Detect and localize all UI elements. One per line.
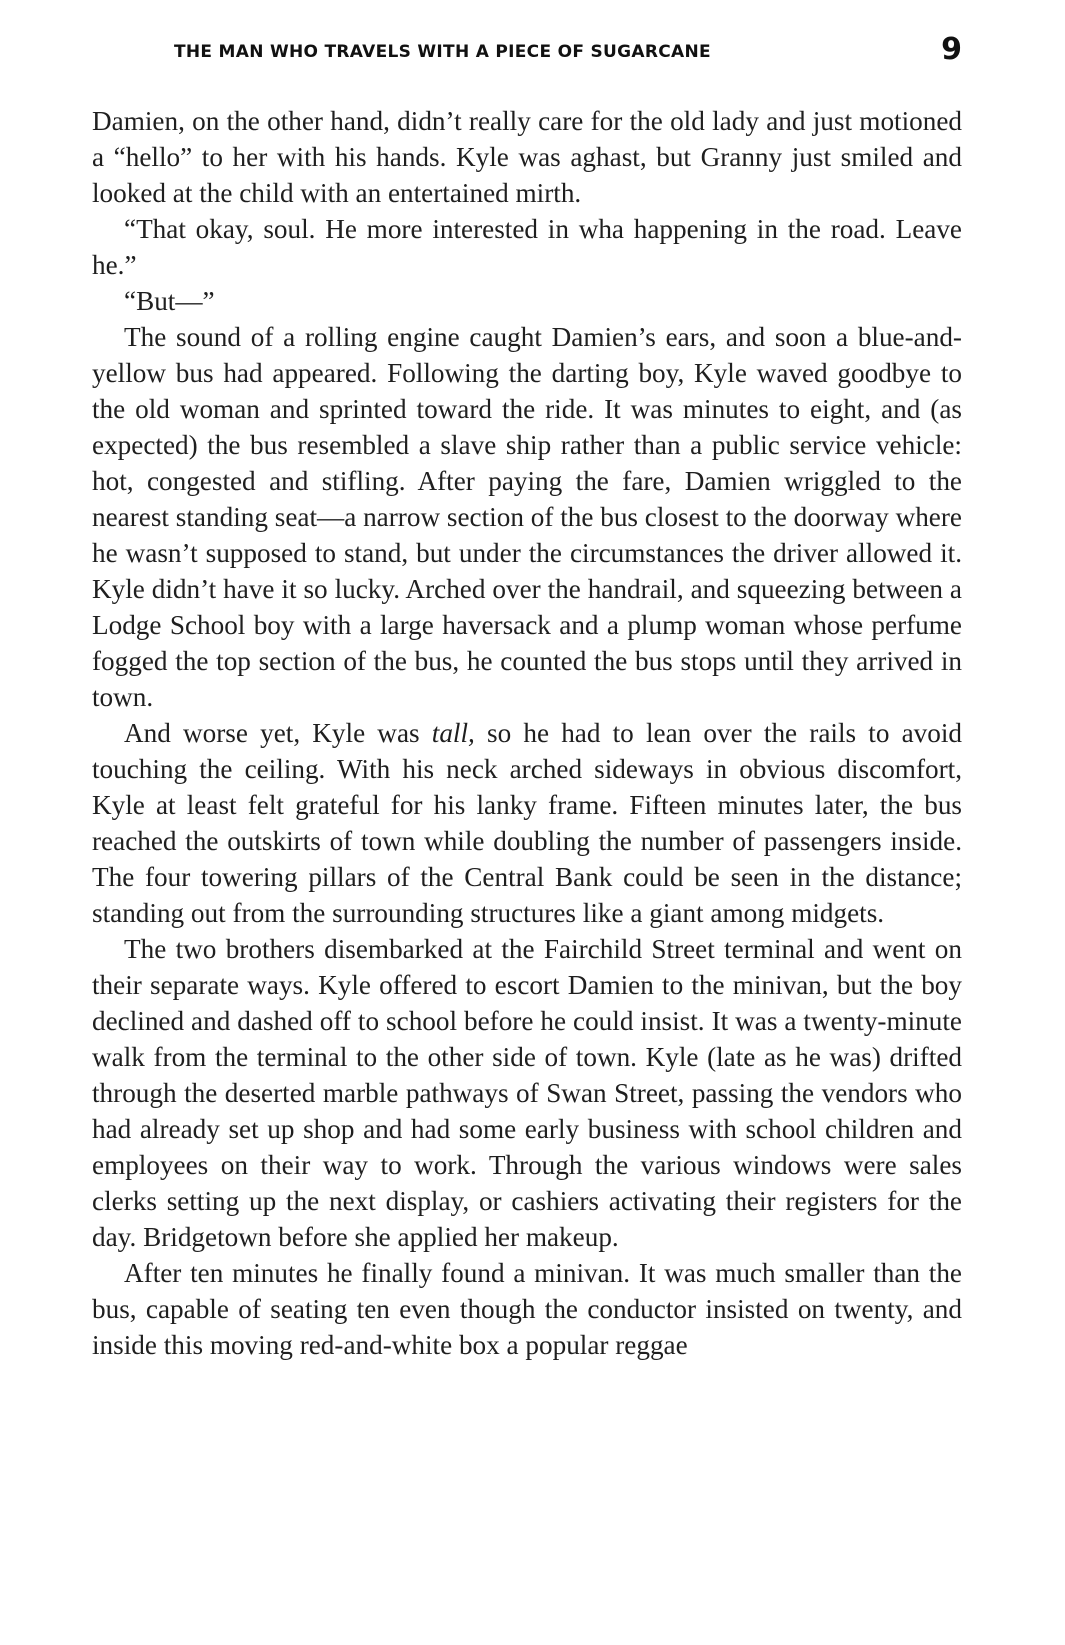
paragraph: The two brothers disembarked at the Fairchild Street terminal and went on their separate ways. Kyle offered to escort Damien to the minivan, but the boy declined and dashed off to school before he could insist. It was a twenty-minute walk from the terminal to the other side of town. Kyle (late as he was) drifted through the deserted marble pathways of Swan Street, passing the vendors who had already set up shop and had some early business with school children and employees on their way to work. Through the various windows were sales clerks setting up the next display, or cashiers activating their registers for the day. Bridgetown before she applied her makeup.	[92, 934, 962, 1252]
paragraph: After ten minutes he finally found a minivan. It was much smaller than the bus, capable of seating ten even though the conductor insisted on twenty, and inside this moving red-and-white box a popular reggae	[92, 1258, 962, 1360]
paragraph: “But—”	[124, 286, 215, 316]
paragraph	[92, 715, 962, 931]
paragraph-text: And worse yet, Kyle was	[124, 718, 432, 748]
running-title: THE MAN WHO TRAVELS WITH A PIECE OF SUGARCANE	[174, 42, 711, 62]
paragraph: “That okay, soul. He more interested in wha happening in the road. Leave he.”	[92, 214, 962, 280]
page-number: 9	[941, 32, 962, 67]
paragraph: Damien, on the other hand, didn’t really care for the old lady and just motioned a “hello” to her with his hands. Kyle was aghast, but Granny just smiled and looked at the child with an entertained mirth.	[92, 106, 962, 208]
paragraph: The sound of a rolling engine caught Damien’s ears, and soon a blue-and-yellow bus had appeared. Following the darting boy, Kyle waved goodbye to the old woman and sprinted toward the ride. It was minutes to eight, and (as expected) the bus resembled a slave ship rather than a public service vehicle: hot, congested and stifling. After paying the fare, Damien wriggled to the nearest standing seat—a narrow section of the bus closest to the doorway where he wasn’t supposed to stand, but under the circumstances the driver allowed it. Kyle didn’t have it so lucky. Arched over the handrail, and squeezing between a Lodge School boy with a large haversack and a plump woman whose perfume fogged the top section of the bus, he counted the bus stops until they arrived in town.	[92, 322, 962, 712]
running-head	[92, 32, 962, 76]
emphasis-text: tall,	[431, 718, 475, 748]
paragraph-text: so he had to lean over the rails to avoid touching the ceiling. With his neck arched sideways in obvious discomfort, Kyle at least felt grateful for his lanky frame. Fifteen minutes later, the bus reached the outskirts of town while doubling the number of passengers inside. The four towering pillars of the Central Bank could be seen in the distance; standing out from the surrounding structures like a giant among midgets.	[92, 718, 962, 928]
body-text	[92, 103, 962, 1363]
